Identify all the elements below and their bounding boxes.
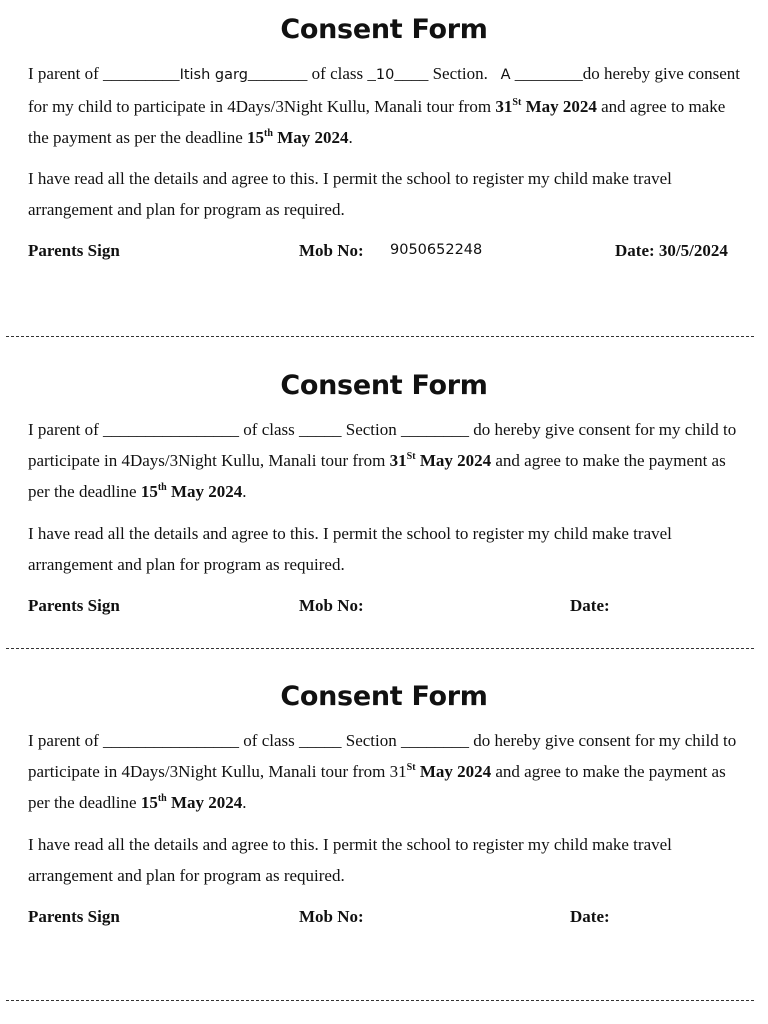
signature-row	[0, 596, 768, 618]
start-day: 31	[389, 762, 407, 781]
form-title: Consent Form	[280, 14, 488, 45]
start-day: 31	[495, 97, 513, 116]
consent-text: _______ of class _	[247, 64, 376, 83]
mob-no-field[interactable]: 9050652248	[390, 242, 483, 258]
parents-sign-label: Parents Sign	[28, 596, 120, 615]
start-suffix: St	[406, 762, 416, 773]
consent-text: I parent of ________________ of class _____ Section ________ do hereby give consent for my child to participate in 4Days/3Night Kullu, Manali tour from	[28, 420, 737, 470]
deadline-month: May 2024	[166, 793, 243, 812]
date-field[interactable]: Date: 30/5/2024	[615, 241, 728, 260]
cut-line	[6, 648, 754, 649]
start-suffix: St	[512, 97, 522, 108]
consent-text: .	[348, 128, 353, 147]
consent-text: I parent of ________________ of class _____ Section ________ do hereby give consent for my child to participate in 4Days/3Night Kullu, Manali tour from	[28, 731, 737, 781]
consent-text: ________do hereby give consent for my child to participate in 4Days/3Night Kullu, Manali tour from	[28, 64, 740, 116]
date-label: Date:	[570, 596, 610, 615]
consent-text: and agree to make the payment as per the deadline	[28, 762, 726, 812]
section-field[interactable]: A	[500, 67, 511, 83]
tour-start-month: May 2024	[415, 762, 492, 781]
signature-row	[0, 241, 768, 263]
agreement-paragraph: I have read all the details and agree to this. I permit the school to register my child make travel arrangement and plan for program as required.	[28, 169, 672, 219]
consent-text: .	[242, 793, 247, 812]
signature-row	[0, 907, 768, 929]
deadline-month: May 2024	[272, 128, 349, 147]
payment-deadline	[141, 482, 242, 501]
mob-no-label: Mob No:	[299, 596, 364, 615]
consent-text: ____ Section.	[394, 64, 488, 83]
consent-text: and agree to make the payment as per the deadline	[28, 451, 726, 501]
agreement-paragraph: I have read all the details and agree to this. I permit the school to register my child make travel arrangement and plan for program as required.	[28, 835, 672, 885]
tour-start-date	[495, 97, 596, 116]
class-field[interactable]: 10	[375, 67, 395, 83]
date-label: Date:	[570, 907, 610, 926]
student-name-field[interactable]: Itish garg	[179, 67, 248, 83]
tour-start-date	[390, 451, 491, 470]
deadline-day: 15	[140, 793, 158, 812]
form-title: Consent Form	[280, 681, 488, 712]
consent-paragraph	[28, 414, 740, 507]
deadline-suffix: th	[157, 482, 167, 493]
mob-no-label: Mob No:	[299, 907, 364, 926]
consent-paragraph	[28, 58, 740, 153]
deadline-month: May 2024	[166, 482, 243, 501]
agreement-paragraph: I have read all the details and agree to this. I permit the school to register my child make travel arrangement and plan for program as required.	[28, 524, 672, 574]
payment-deadline	[141, 793, 242, 812]
form-title: Consent Form	[280, 370, 488, 401]
consent-paragraph	[28, 725, 740, 818]
consent-text: .	[242, 482, 247, 501]
start-month: May 2024	[415, 451, 492, 470]
start-suffix: St	[406, 451, 416, 462]
deadline-day: 15	[140, 482, 158, 501]
start-month: May 2024	[521, 97, 597, 116]
parents-sign-label: Parents Sign	[28, 241, 120, 260]
start-day: 31	[389, 451, 407, 470]
deadline-suffix: th	[157, 793, 167, 804]
mob-no-label: Mob No:	[299, 241, 364, 260]
consent-text: and agree to make the payment as per the deadline	[28, 97, 726, 147]
consent-text: I parent of _________	[28, 64, 180, 83]
deadline-day: 15	[247, 128, 265, 147]
cut-line	[6, 336, 754, 337]
deadline-suffix: th	[264, 128, 273, 139]
parents-sign-label: Parents Sign	[28, 907, 120, 926]
cut-line	[6, 1000, 754, 1001]
payment-deadline	[247, 128, 348, 147]
